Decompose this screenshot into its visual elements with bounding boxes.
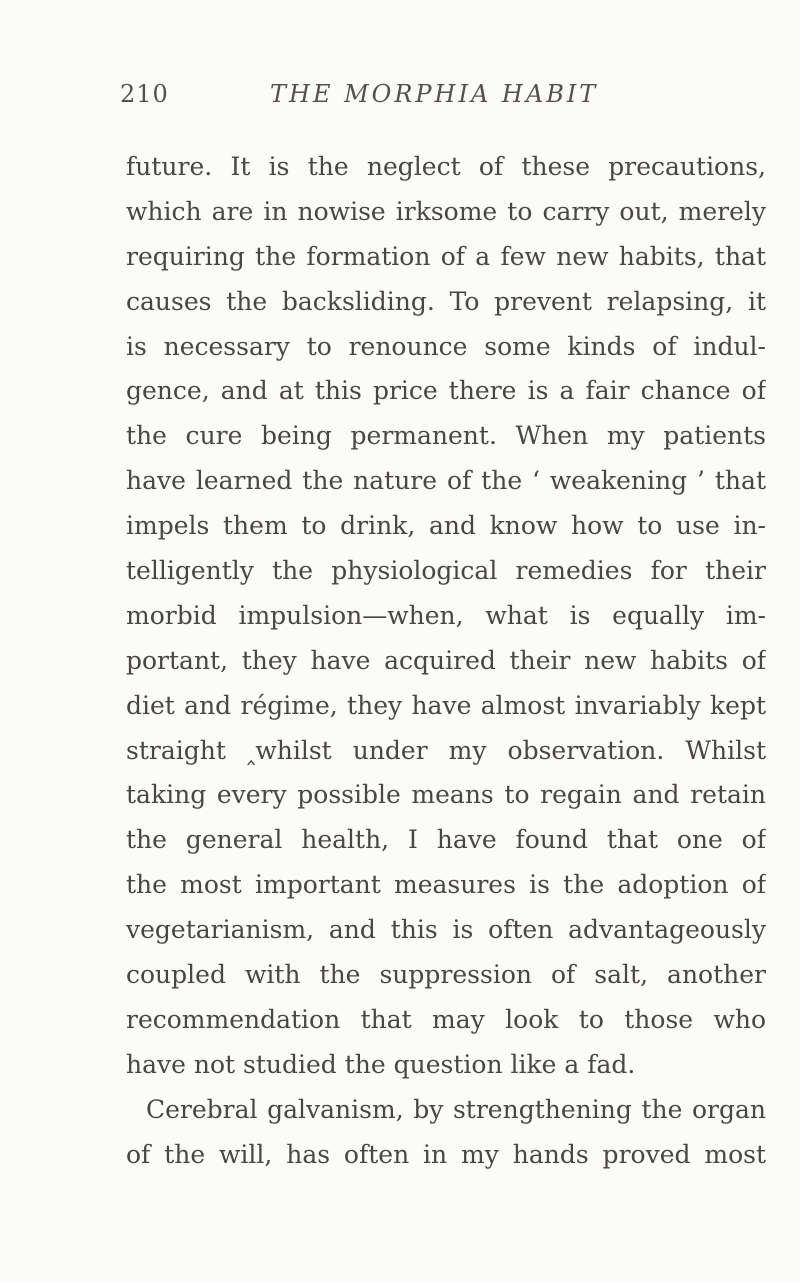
text-line: the most important measures is the adoption of (126, 870, 766, 900)
text-line: have not studied the question like a fad. (126, 1049, 636, 1079)
text-line: Cerebral galvanism, by strengthening the organ (146, 1094, 766, 1124)
running-title: THE MORPHIA HABIT (270, 80, 599, 108)
text-line: the cure being permanent. When my patients (126, 421, 766, 451)
text-line: recommendation that may look to those who (126, 1004, 766, 1034)
body-text (126, 145, 766, 1177)
text-line: of the will, has often in my hands proved most (126, 1139, 766, 1169)
text-line: straight ‸whilst under my observation. Whilst (126, 735, 766, 765)
text-line: morbid impulsion—when, what is equally im- (126, 600, 766, 630)
text-line: have learned the nature of the ‘ weakening ’ that (126, 466, 766, 496)
text-line: future. It is the neglect of these precautions, (126, 152, 766, 181)
text-line: coupled with the suppression of salt, another (126, 960, 766, 990)
text-line: is necessary to renounce some kinds of indul- (126, 331, 766, 361)
text-line: impels them to drink, and know how to use in- (126, 511, 766, 541)
text-line: requiring the formation of a few new habits, that (126, 241, 766, 271)
text-line: the general health, I have found that one of (126, 825, 766, 855)
text-line: diet and régime, they have almost invariably kept (126, 690, 766, 720)
text-line: gence, and at this price there is a fair chance of (126, 376, 766, 406)
page-number: 210 (120, 80, 169, 108)
text-line: telligently the physiological remedies for their (126, 556, 766, 586)
text-line: vegetarianism, and this is often advantageously (126, 915, 766, 945)
text-line: which are in nowise irksome to carry out, merely (126, 196, 766, 226)
text-line: causes the backsliding. To prevent relapsing, it (126, 286, 766, 316)
page-header (120, 80, 760, 120)
text-line: taking every possible means to regain and retain (126, 780, 766, 810)
text-line: portant, they have acquired their new habits of (126, 645, 766, 675)
